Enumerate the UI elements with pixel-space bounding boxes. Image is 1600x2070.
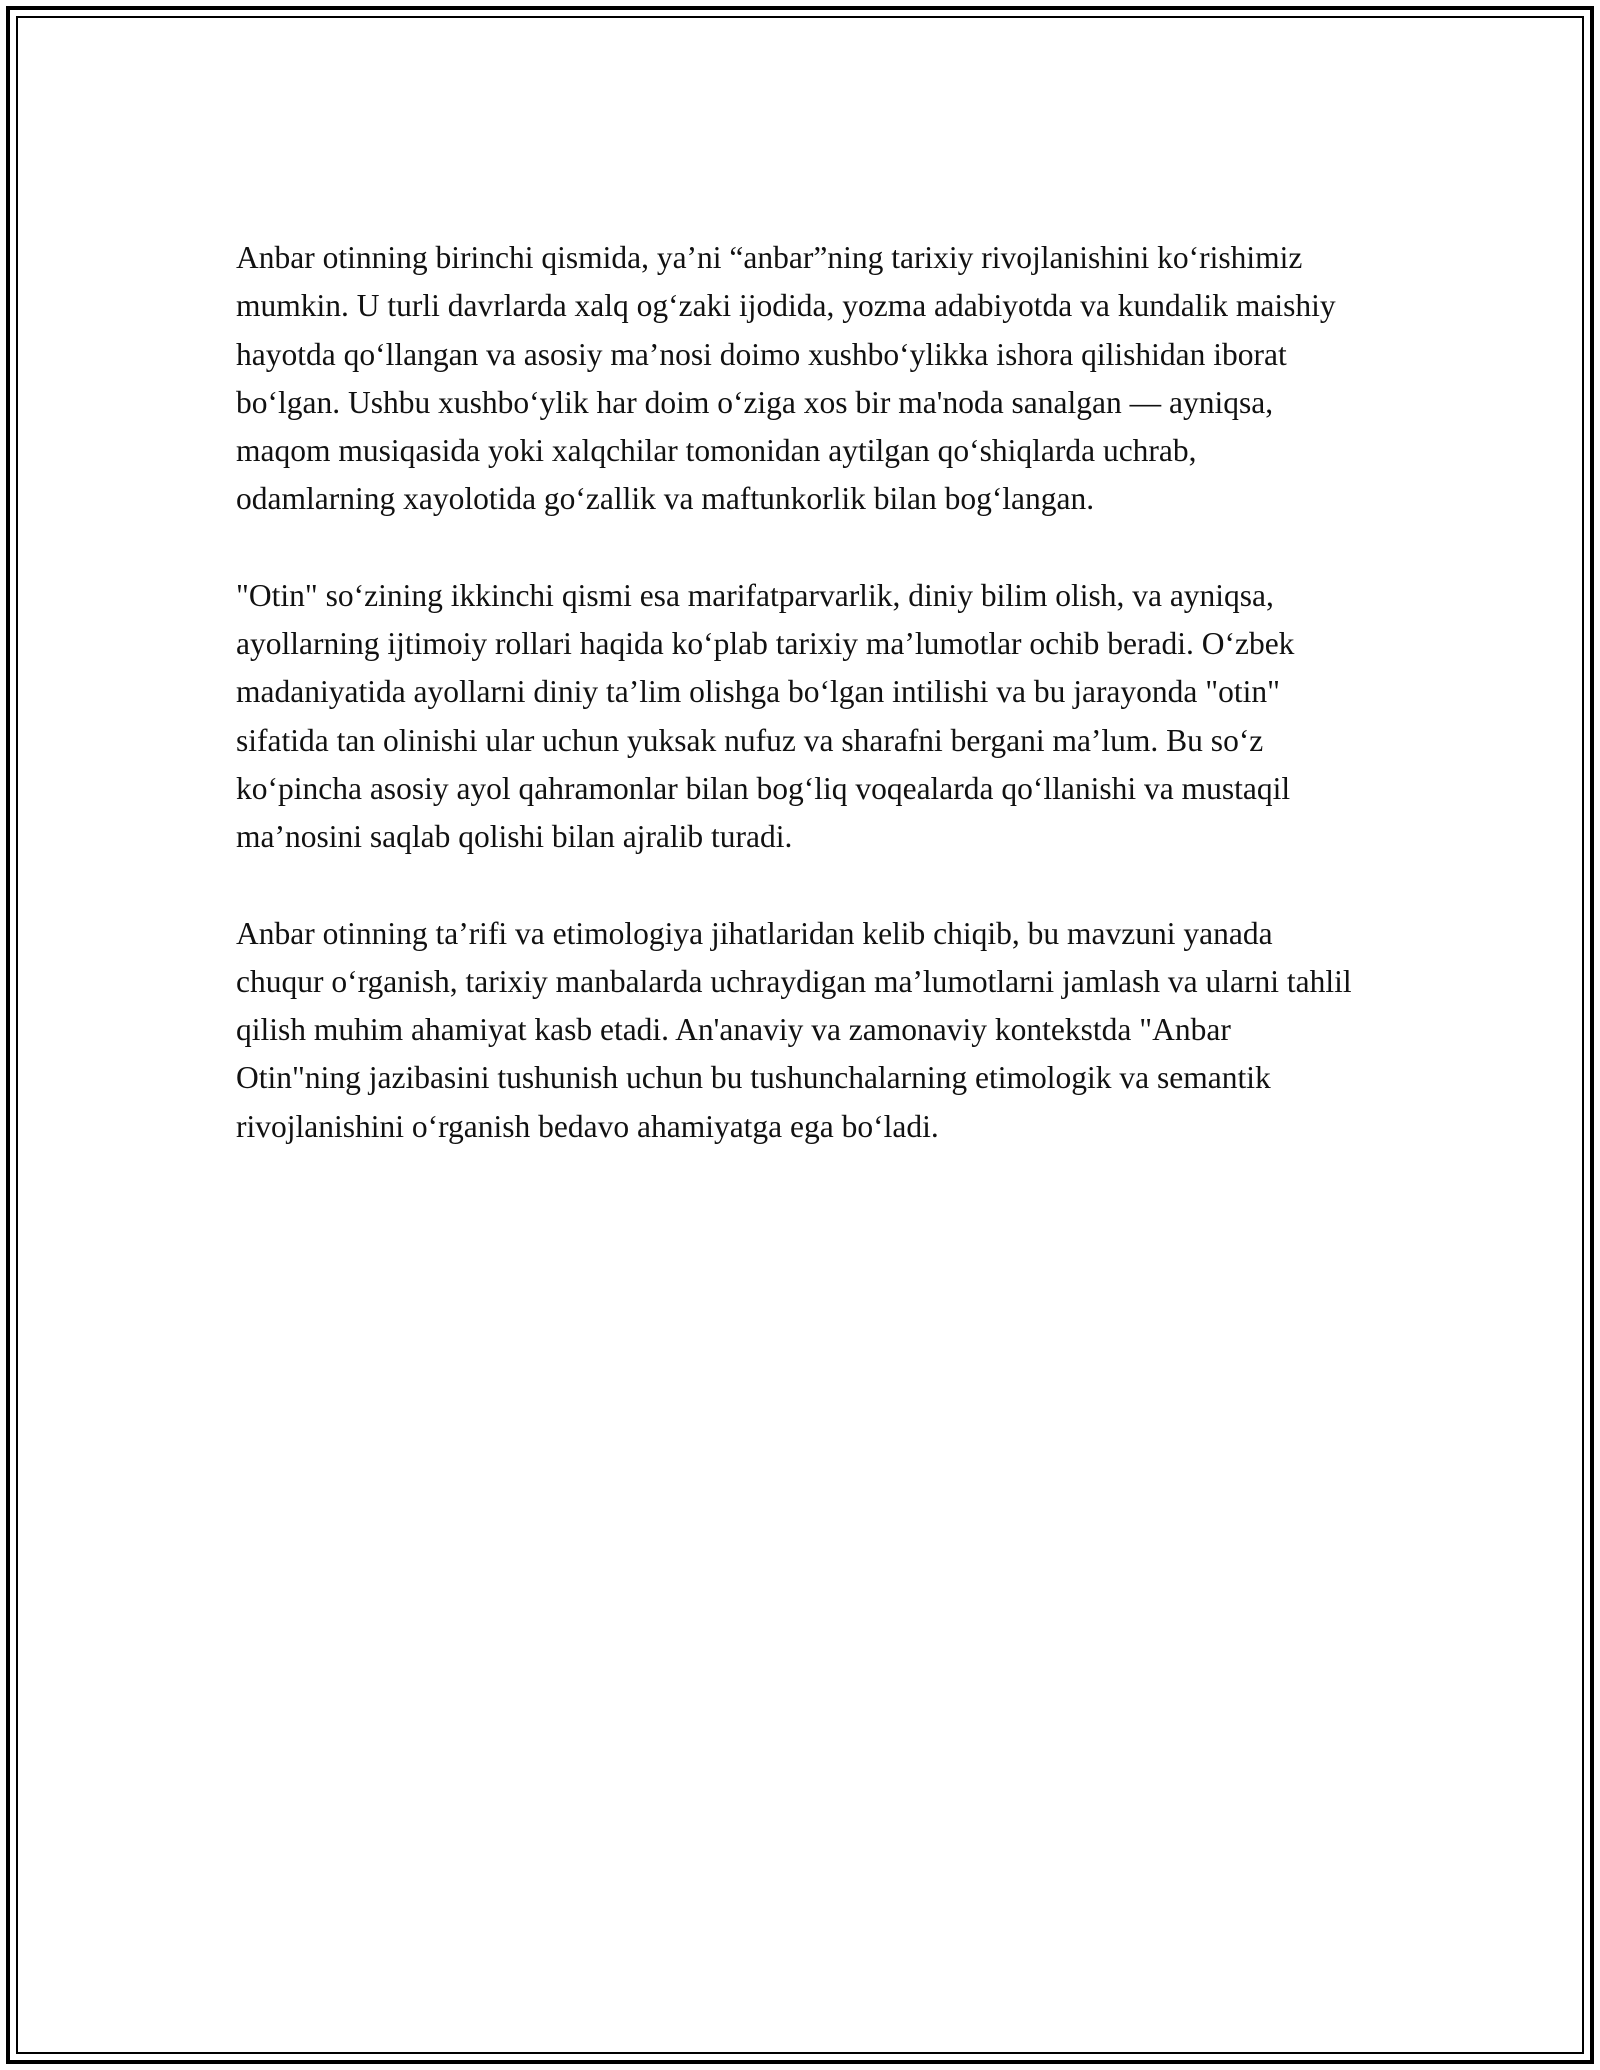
paragraph-2: "Otin" so‘zining ikkinchi qismi esa marifatparvarlik, diniy bilim olish, va ayniqsa, ayollarning ijtimoiy rollari haqida ko‘plab tarixiy ma’lumotlar ochib beradi. O‘zbek madaniyatida ayollarni diniy ta’lim olishga bo‘lgan intilishi va bu jarayonda "otin" sifatida tan olinishi ular uchun yuksak nufuz va sharafni bergani ma’lum. Bu so‘z ko‘pincha asosiy ayol qahramonlar bilan bog‘liq voqealarda qo‘llanishi va mustaqil ma’nosini saqlab qolishi bilan ajralib turadi. — [236, 577, 1295, 855]
paragraph-3: Anbar otinning ta’rifi va etimologiya jihatlaridan kelib chiqib, bu mavzuni yanada chuqur o‘rganish, tarixiy manbalarda uchraydigan ma’lumotlarni jamlash va ularni tahlil qilish muhim ahamiyat kasb etadi. An'anaviy va zamonaviy kontekstda "Anbar Otin"ning jazibasini tushunish uchun bu tushunchalarning etimologik va semantik rivojlanishini o‘rganish bedavo ahamiyatga ega bo‘ladi. — [236, 915, 1352, 1144]
paragraph-1: Anbar otinning birinchi qismida, ya’ni “anbar”ning tarixiy rivojlanishini ko‘rishimiz mumkin. U turli davrlarda xalq og‘zaki ijodida, yozma adabiyotda va kundalik maishiy hayotda qo‘llangan va asosiy ma’nosi doimo xushbo‘ylikka ishora qilishidan iborat bo‘lgan. Ushbu xushbo‘ylik har doim o‘ziga xos bir ma'noda sanalgan — ayniqsa, maqom musiqasida yoki xalqchilar tomonidan aytilgan qo‘shiqlarda uchrab, odamlarning xayolotida go‘zallik va maftunkorlik bilan bog‘langan. — [236, 240, 1336, 517]
document-body — [236, 234, 1356, 1199]
